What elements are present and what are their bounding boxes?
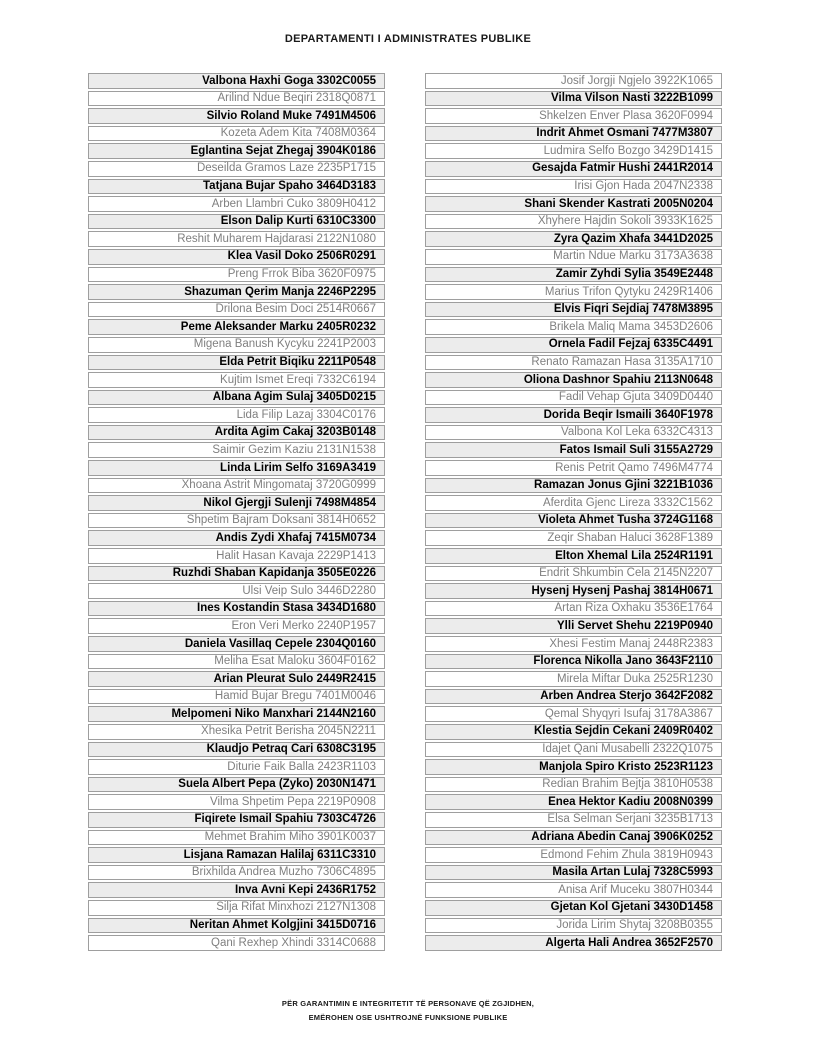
list-item: Elda Petrit Biqiku 2211P0548 bbox=[88, 355, 385, 371]
list-item: Xhyhere Hajdin Sokoli 3933K1625 bbox=[425, 214, 722, 230]
list-item: Arian Pleurat Sulo 2449R2415 bbox=[88, 671, 385, 687]
list-item: Lisjana Ramazan Halilaj 6311C3310 bbox=[88, 847, 385, 863]
list-item: Renis Petrit Qamo 7496M4774 bbox=[425, 460, 722, 476]
names-column-left bbox=[88, 73, 385, 951]
list-item: Melpomeni Niko Manxhari 2144N2160 bbox=[88, 706, 385, 722]
list-item: Silja Rifat Minxhozi 2127N1308 bbox=[88, 900, 385, 916]
page-title: DEPARTAMENTI I ADMINISTRATES PUBLIKE bbox=[284, 33, 532, 45]
list-item: Kujtim Ismet Ereqi 7332C6194 bbox=[88, 372, 385, 388]
list-item: Ruzhdi Shaban Kapidanja 3505E0226 bbox=[88, 566, 385, 582]
list-item: Fadil Vehap Gjuta 3409D0440 bbox=[425, 390, 722, 406]
list-item: Xhesika Petrit Berisha 2045N2211 bbox=[88, 724, 385, 740]
list-item: Arben Andrea Sterjo 3642F2082 bbox=[425, 689, 722, 705]
list-item: Mehmet Brahim Miho 3901K0037 bbox=[88, 830, 385, 846]
list-item: Elson Dalip Kurti 6310C3300 bbox=[88, 214, 385, 230]
list-item: Qemal Shyqyri Isufaj 3178A3867 bbox=[425, 706, 722, 722]
list-item: Inva Avni Kepi 2436R1752 bbox=[88, 882, 385, 898]
list-item: Arilind Ndue Beqiri 2318Q0871 bbox=[88, 91, 385, 107]
list-item: Andis Zydi Xhafaj 7415M0734 bbox=[88, 530, 385, 546]
list-item: Drilona Besim Doci 2514R0667 bbox=[88, 302, 385, 318]
list-item: Josif Jorgji Ngjelo 3922K1065 bbox=[425, 73, 722, 89]
list-item: Endrit Shkumbin Cela 2145N2207 bbox=[425, 566, 722, 582]
list-item: Neritan Ahmet Kolgjini 3415D0716 bbox=[88, 918, 385, 934]
list-item: Artan Riza Oxhaku 3536E1764 bbox=[425, 601, 722, 617]
list-item: Vilma Shpetim Pepa 2219P0908 bbox=[88, 794, 385, 810]
list-item: Anisa Arif Muceku 3807H0344 bbox=[425, 882, 722, 898]
list-item: Ylli Servet Shehu 2219P0940 bbox=[425, 618, 722, 634]
list-item: Shani Skender Kastrati 2005N0204 bbox=[425, 196, 722, 212]
list-item: Edmond Fehim Zhula 3819H0943 bbox=[425, 847, 722, 863]
list-item: Masila Artan Lulaj 7328C5993 bbox=[425, 865, 722, 881]
list-item: Arben Llambri Cuko 3809H0412 bbox=[88, 196, 385, 212]
footer-line-2: EMËROHEN OSE USHTROJNË FUNKSIONE PUBLIKE bbox=[308, 1013, 508, 1022]
list-item: Enea Hektor Kadiu 2008N0399 bbox=[425, 794, 722, 810]
list-item: Elsa Selman Serjani 3235B1713 bbox=[425, 812, 722, 828]
list-item: Dorida Beqir Ismaili 3640F1978 bbox=[425, 407, 722, 423]
list-item: Shkelzen Enver Plasa 3620F0994 bbox=[425, 108, 722, 124]
list-item: Ulsi Veip Sulo 3446D2280 bbox=[88, 583, 385, 599]
list-item: Aferdita Gjenc Lireza 3332C1562 bbox=[425, 495, 722, 511]
list-item: Adriana Abedin Canaj 3906K0252 bbox=[425, 830, 722, 846]
list-item: Ardita Agim Cakaj 3203B0148 bbox=[88, 425, 385, 441]
list-item: Hamid Bujar Bregu 7401M0046 bbox=[88, 689, 385, 705]
list-item: Manjola Spiro Kristo 2523R1123 bbox=[425, 759, 722, 775]
list-item: Zyra Qazim Xhafa 3441D2025 bbox=[425, 231, 722, 247]
names-columns bbox=[88, 73, 722, 951]
list-item: Renato Ramazan Hasa 3135A1710 bbox=[425, 355, 722, 371]
list-item: Zeqir Shaban Haluci 3628F1389 bbox=[425, 530, 722, 546]
list-item: Preng Frrok Biba 3620F0975 bbox=[88, 267, 385, 283]
list-item: Elvis Fiqri Sejdiaj 7478M3895 bbox=[425, 302, 722, 318]
list-item: Gjetan Kol Gjetani 3430D1458 bbox=[425, 900, 722, 916]
list-item: Shazuman Qerim Manja 2246P2295 bbox=[88, 284, 385, 300]
list-item: Kozeta Adem Kita 7408M0364 bbox=[88, 126, 385, 142]
list-item: Nikol Gjergji Sulenji 7498M4854 bbox=[88, 495, 385, 511]
list-item: Indrit Ahmet Osmani 7477M3807 bbox=[425, 126, 722, 142]
list-item: Silvio Roland Muke 7491M4506 bbox=[88, 108, 385, 124]
list-item: Tatjana Bujar Spaho 3464D3183 bbox=[88, 179, 385, 195]
list-item: Idajet Qani Musabelli 2322Q1075 bbox=[425, 742, 722, 758]
list-item: Deseilda Gramos Laze 2235P1715 bbox=[88, 161, 385, 177]
list-item: Hysenj Hysenj Pashaj 3814H0671 bbox=[425, 583, 722, 599]
list-item: Fiqirete Ismail Spahiu 7303C4726 bbox=[88, 812, 385, 828]
list-item: Vilma Vilson Nasti 3222B1099 bbox=[425, 91, 722, 107]
list-item: Xhesi Festim Manaj 2448R2383 bbox=[425, 636, 722, 652]
list-item: Albana Agim Sulaj 3405D0215 bbox=[88, 390, 385, 406]
list-item: Halit Hasan Kavaja 2229P1413 bbox=[88, 548, 385, 564]
list-item: Martin Ndue Marku 3173A3638 bbox=[425, 249, 722, 265]
list-item: Elton Xhemal Lila 2524R1191 bbox=[425, 548, 722, 564]
list-item: Ramazan Jonus Gjini 3221B1036 bbox=[425, 478, 722, 494]
list-item: Jorida Lirim Shytaj 3208B0355 bbox=[425, 918, 722, 934]
list-item: Ines Kostandin Stasa 3434D1680 bbox=[88, 601, 385, 617]
list-item: Valbona Kol Leka 6332C4313 bbox=[425, 425, 722, 441]
list-item: Ornela Fadil Fejzaj 6335C4491 bbox=[425, 337, 722, 353]
list-item: Saimir Gezim Kaziu 2131N1538 bbox=[88, 442, 385, 458]
list-item: Irisi Gjon Hada 2047N2338 bbox=[425, 179, 722, 195]
list-item: Reshit Muharem Hajdarasi 2122N1080 bbox=[88, 231, 385, 247]
page-footer bbox=[0, 997, 816, 1025]
list-item: Marius Trifon Qytyku 2429R1406 bbox=[425, 284, 722, 300]
list-item: Florenca Nikolla Jano 3643F2110 bbox=[425, 654, 722, 670]
list-item: Peme Aleksander Marku 2405R0232 bbox=[88, 319, 385, 335]
list-item: Suela Albert Pepa (Zyko) 2030N1471 bbox=[88, 777, 385, 793]
list-item: Mirela Miftar Duka 2525R1230 bbox=[425, 671, 722, 687]
list-item: Eglantina Sejat Zhegaj 3904K0186 bbox=[88, 143, 385, 159]
list-item: Fatos Ismail Suli 3155A2729 bbox=[425, 442, 722, 458]
list-item: Algerta Hali Andrea 3652F2570 bbox=[425, 935, 722, 951]
list-item: Meliha Esat Maloku 3604F0162 bbox=[88, 654, 385, 670]
list-item: Diturie Faik Balla 2423R1103 bbox=[88, 759, 385, 775]
list-item: Eron Veri Merko 2240P1957 bbox=[88, 618, 385, 634]
list-item: Ludmira Selfo Bozgo 3429D1415 bbox=[425, 143, 722, 159]
list-item: Daniela Vasillaq Cepele 2304Q0160 bbox=[88, 636, 385, 652]
list-item: Redian Brahim Bejtja 3810H0538 bbox=[425, 777, 722, 793]
list-item: Linda Lirim Selfo 3169A3419 bbox=[88, 460, 385, 476]
list-item: Gesajda Fatmir Hushi 2441R2014 bbox=[425, 161, 722, 177]
list-item: Klaudjo Petraq Cari 6308C3195 bbox=[88, 742, 385, 758]
list-item: Klea Vasil Doko 2506R0291 bbox=[88, 249, 385, 265]
list-item: Xhoana Astrit Mingomataj 3720G0999 bbox=[88, 478, 385, 494]
list-item: Lida Filip Lazaj 3304C0176 bbox=[88, 407, 385, 423]
list-item: Migena Banush Kycyku 2241P2003 bbox=[88, 337, 385, 353]
list-item: Zamir Zyhdi Sylia 3549E2448 bbox=[425, 267, 722, 283]
list-item: Brixhilda Andrea Muzho 7306C4895 bbox=[88, 865, 385, 881]
list-item: Brikela Maliq Mama 3453D2606 bbox=[425, 319, 722, 335]
list-item: Oliona Dashnor Spahiu 2113N0648 bbox=[425, 372, 722, 388]
names-column-right bbox=[425, 73, 722, 951]
list-item: Qani Rexhep Xhindi 3314C0688 bbox=[88, 935, 385, 951]
list-item: Shpetim Bajram Doksani 3814H0652 bbox=[88, 513, 385, 529]
list-item: Valbona Haxhi Goga 3302C0055 bbox=[88, 73, 385, 89]
footer-line-1: PËR GARANTIMIN E INTEGRITETIT TË PERSONAVE QË ZGJIDHEN, bbox=[281, 999, 535, 1008]
list-item: Violeta Ahmet Tusha 3724G1168 bbox=[425, 513, 722, 529]
list-item: Klestia Sejdin Cekani 2409R0402 bbox=[425, 724, 722, 740]
